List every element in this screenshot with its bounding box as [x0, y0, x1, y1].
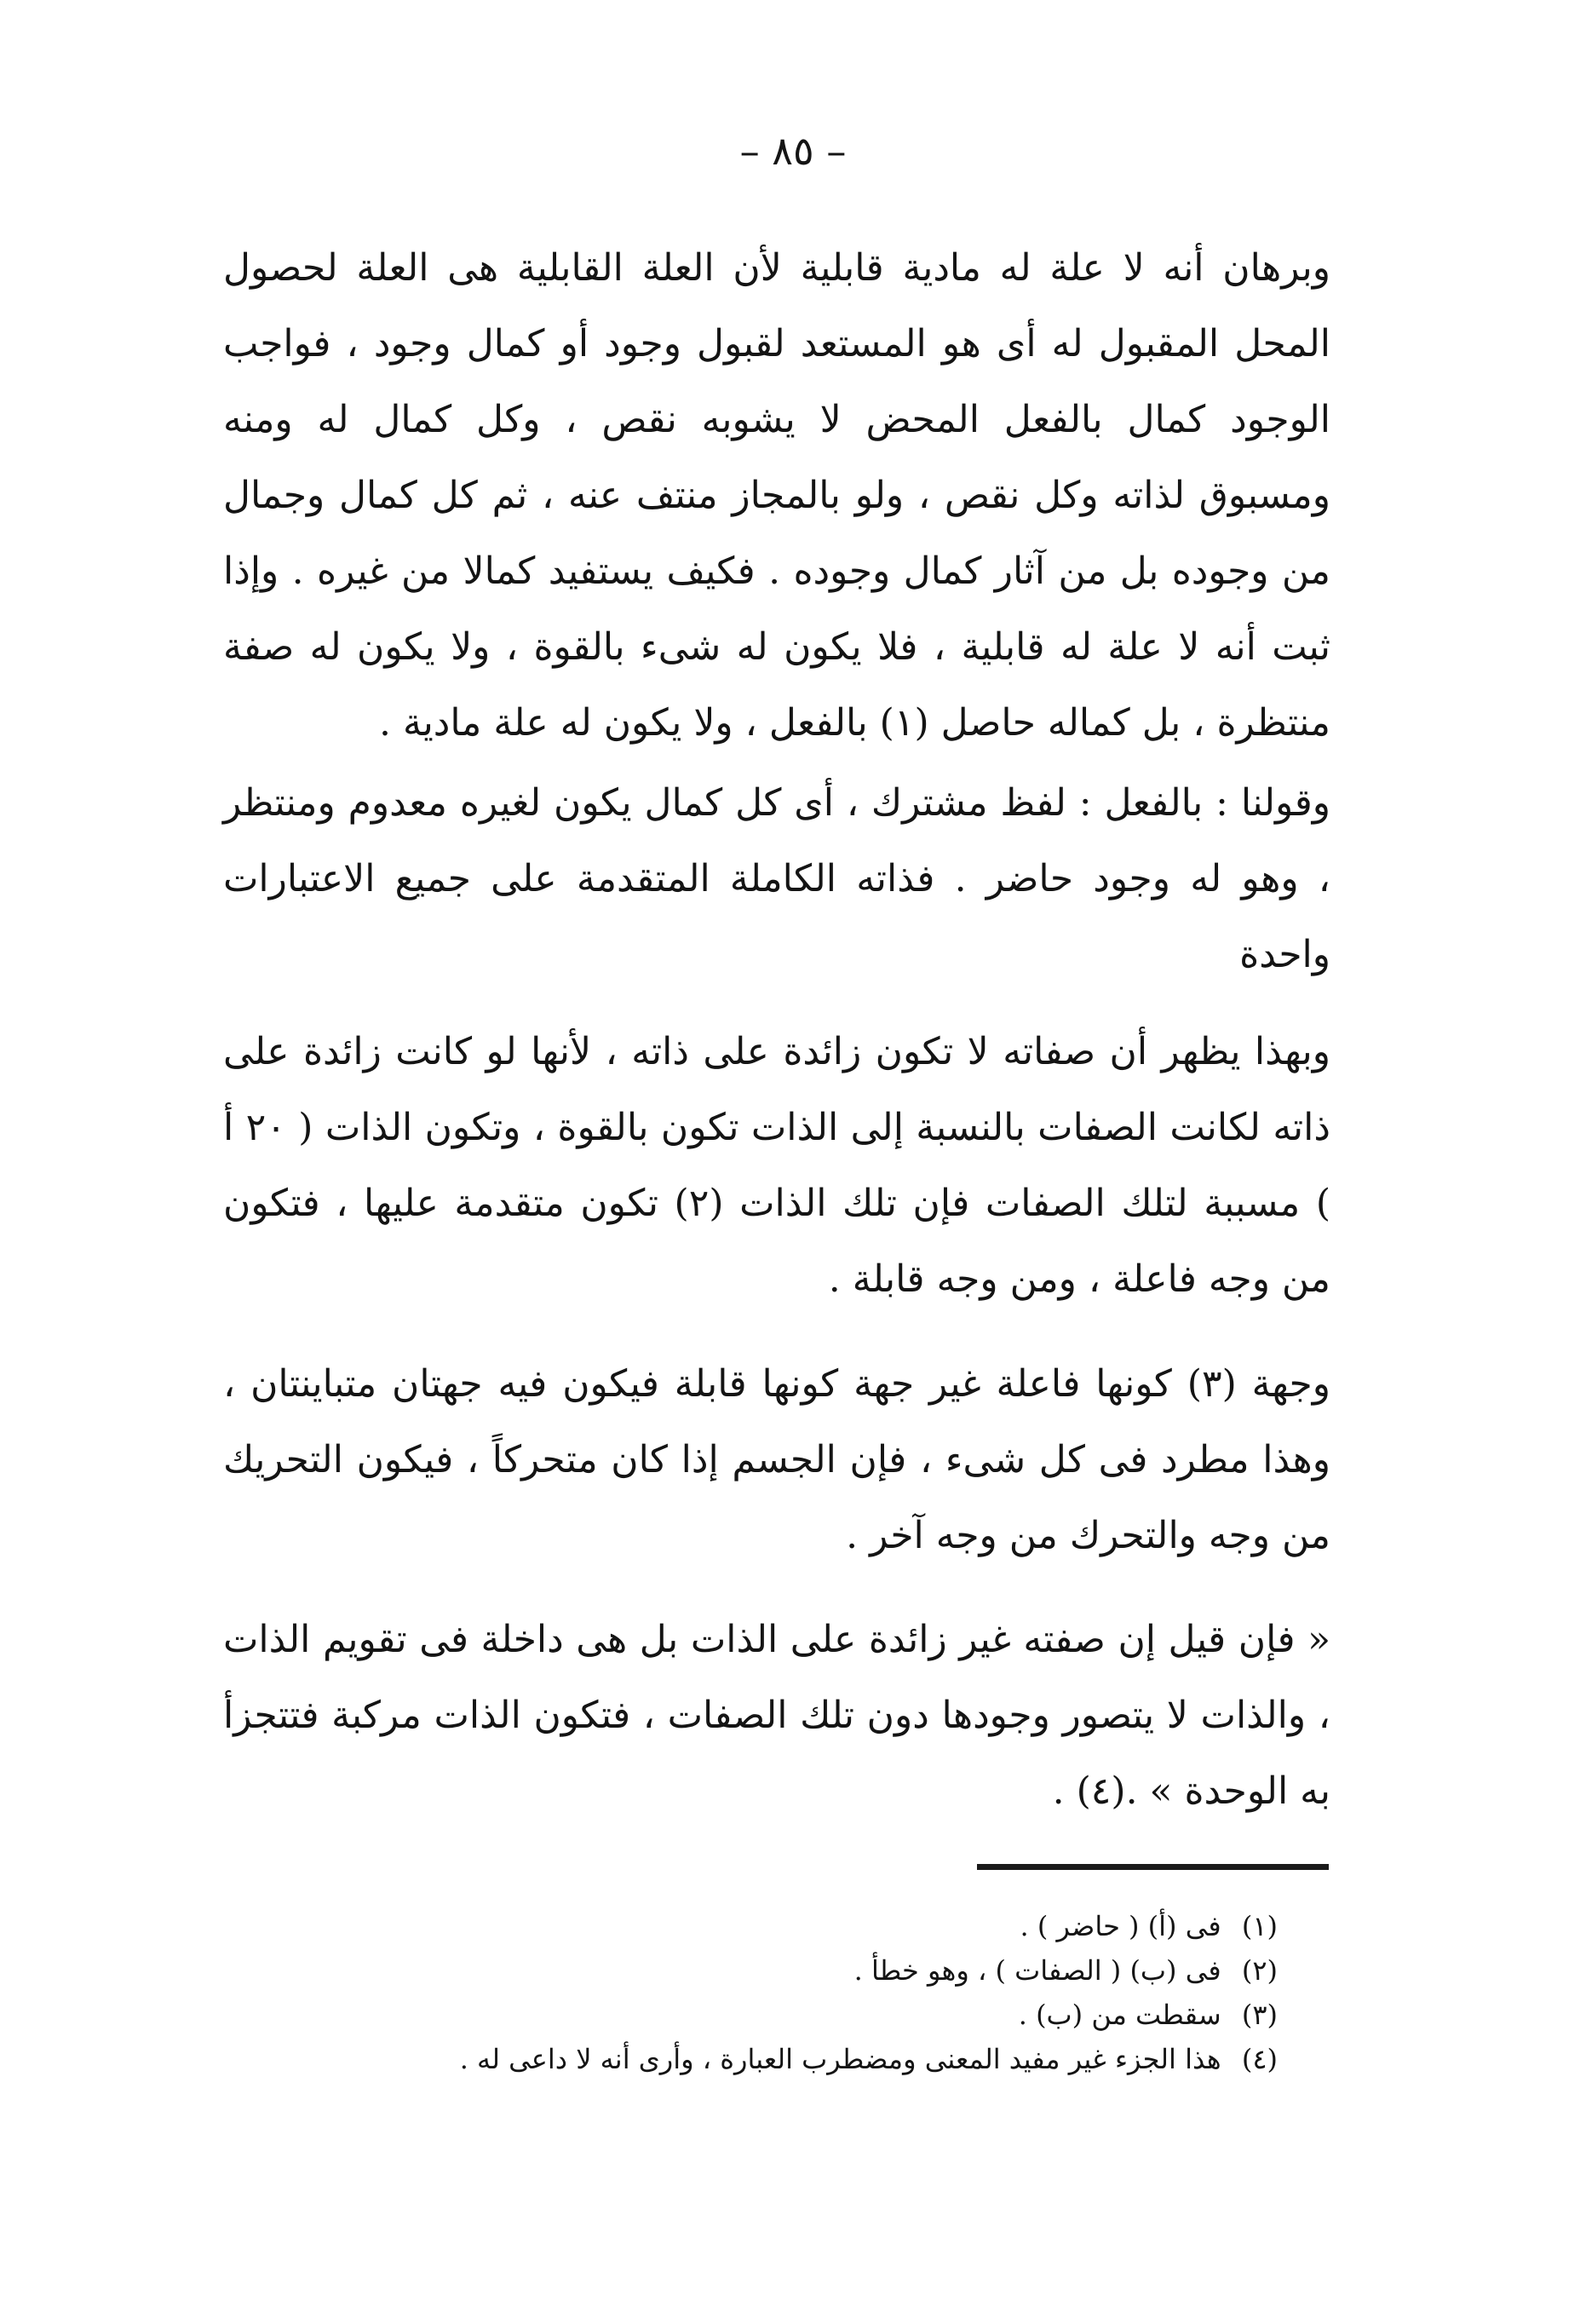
footnote-number: (١) — [1241, 1910, 1278, 1942]
footnote-text: سقطت من (ب) . — [1018, 1999, 1221, 2031]
paragraph-text: وقولنا : بالفعل : لفظ مشترك ، أى كل كمال يكون لغيره معدوم ومنتظر ، وهو له وجود حاضر . فذاته الكاملة المتقدمة على جميع الاعتبارات واحدة — [223, 781, 1330, 976]
paragraph-text: وبهذا يظهر أن صفاته لا تكون زائدة على ذاته ، لأنها لو كانت زائدة على ذاته لكانت الصفات بالنسبة إلى الذات تكون بالقوة ، وتكون الذات ( ٢٠ أ ) مسببة لتلك الصفات فإن تلك الذات (٢) تكون متقدمة عليها ، فتكون من وجه فاعلة ، ومن وجه قابلة . — [223, 1030, 1331, 1301]
page-number: – ٨٥ – — [739, 128, 847, 174]
paragraph-5 — [223, 1602, 1330, 1829]
footnote-number: (٤) — [1241, 2043, 1278, 2075]
paragraph-text: وبرهان أنه لا علة له مادية قابلية لأن العلة القابلية هى العلة لحصول المحل المقبول له أى هو المستعد لقبول وجود أو كمال وجود ، فواجب الوجود كمال بالفعل المحض لا يشوبه نقص ، وكل كمال له ومنه ومسبوق لذاته وكل نقص ، ولو بالمجاز منتف عنه ، ثم كل كمال وجمال من وجوده بل من آثار كمال وجوده . فكيف يستفيد كمالا من غيره . وإذا ثبت أنه لا علة له قابلية ، فلا يكون له شىء بالقوة ، ولا يكون له صفة منتظرة ، بل كماله حاصل (١) بالفعل ، ولا يكون له علة مادية . — [223, 246, 1330, 745]
footnote-text: فى (ب) ( الصفات ) ، وهو خطأ . — [853, 1954, 1221, 1987]
paragraph-3 — [223, 1014, 1330, 1317]
footnote-text: فى (أ) ( حاضر ) . — [1020, 1910, 1221, 1942]
footnote-separator — [977, 1864, 1329, 1870]
paragraph-4 — [223, 1346, 1330, 1573]
footnote-text: هذا الجزء غير مفيد المعنى ومضطرب العبارة ، وأرى أنه لا داعى له . — [459, 2043, 1221, 2075]
paragraph-text: وجهة (٣) كونها فاعلة غير جهة كونها قابلة فيكون فيه جهتان متباينتان ، وهذا مطرد فى كل شىء ، فإن الجسم إذا كان متحركاً ، فيكون التحريك من وجه والتحرك من وجه آخر . — [223, 1362, 1330, 1557]
paragraph-text: « فإن قيل إن صفته غير زائدة على الذات بل هى داخلة فى تقويم الذات ، والذات لا يتصور وجودها دون تلك الصفات ، فتكون الذات مركبة فتتجزأ به الوحدة » .(٤) . — [223, 1618, 1330, 1813]
footnote-4 — [324, 2037, 1278, 2081]
paragraph-1 — [223, 230, 1330, 761]
footnote-3 — [324, 1993, 1278, 2037]
footnotes — [324, 1904, 1278, 2081]
paragraph-2 — [223, 765, 1330, 992]
footnote-number: (٣) — [1241, 1999, 1278, 2031]
footnote-1 — [324, 1904, 1278, 1948]
footnote-2 — [324, 1948, 1278, 1993]
footnote-number: (٢) — [1241, 1954, 1278, 1987]
